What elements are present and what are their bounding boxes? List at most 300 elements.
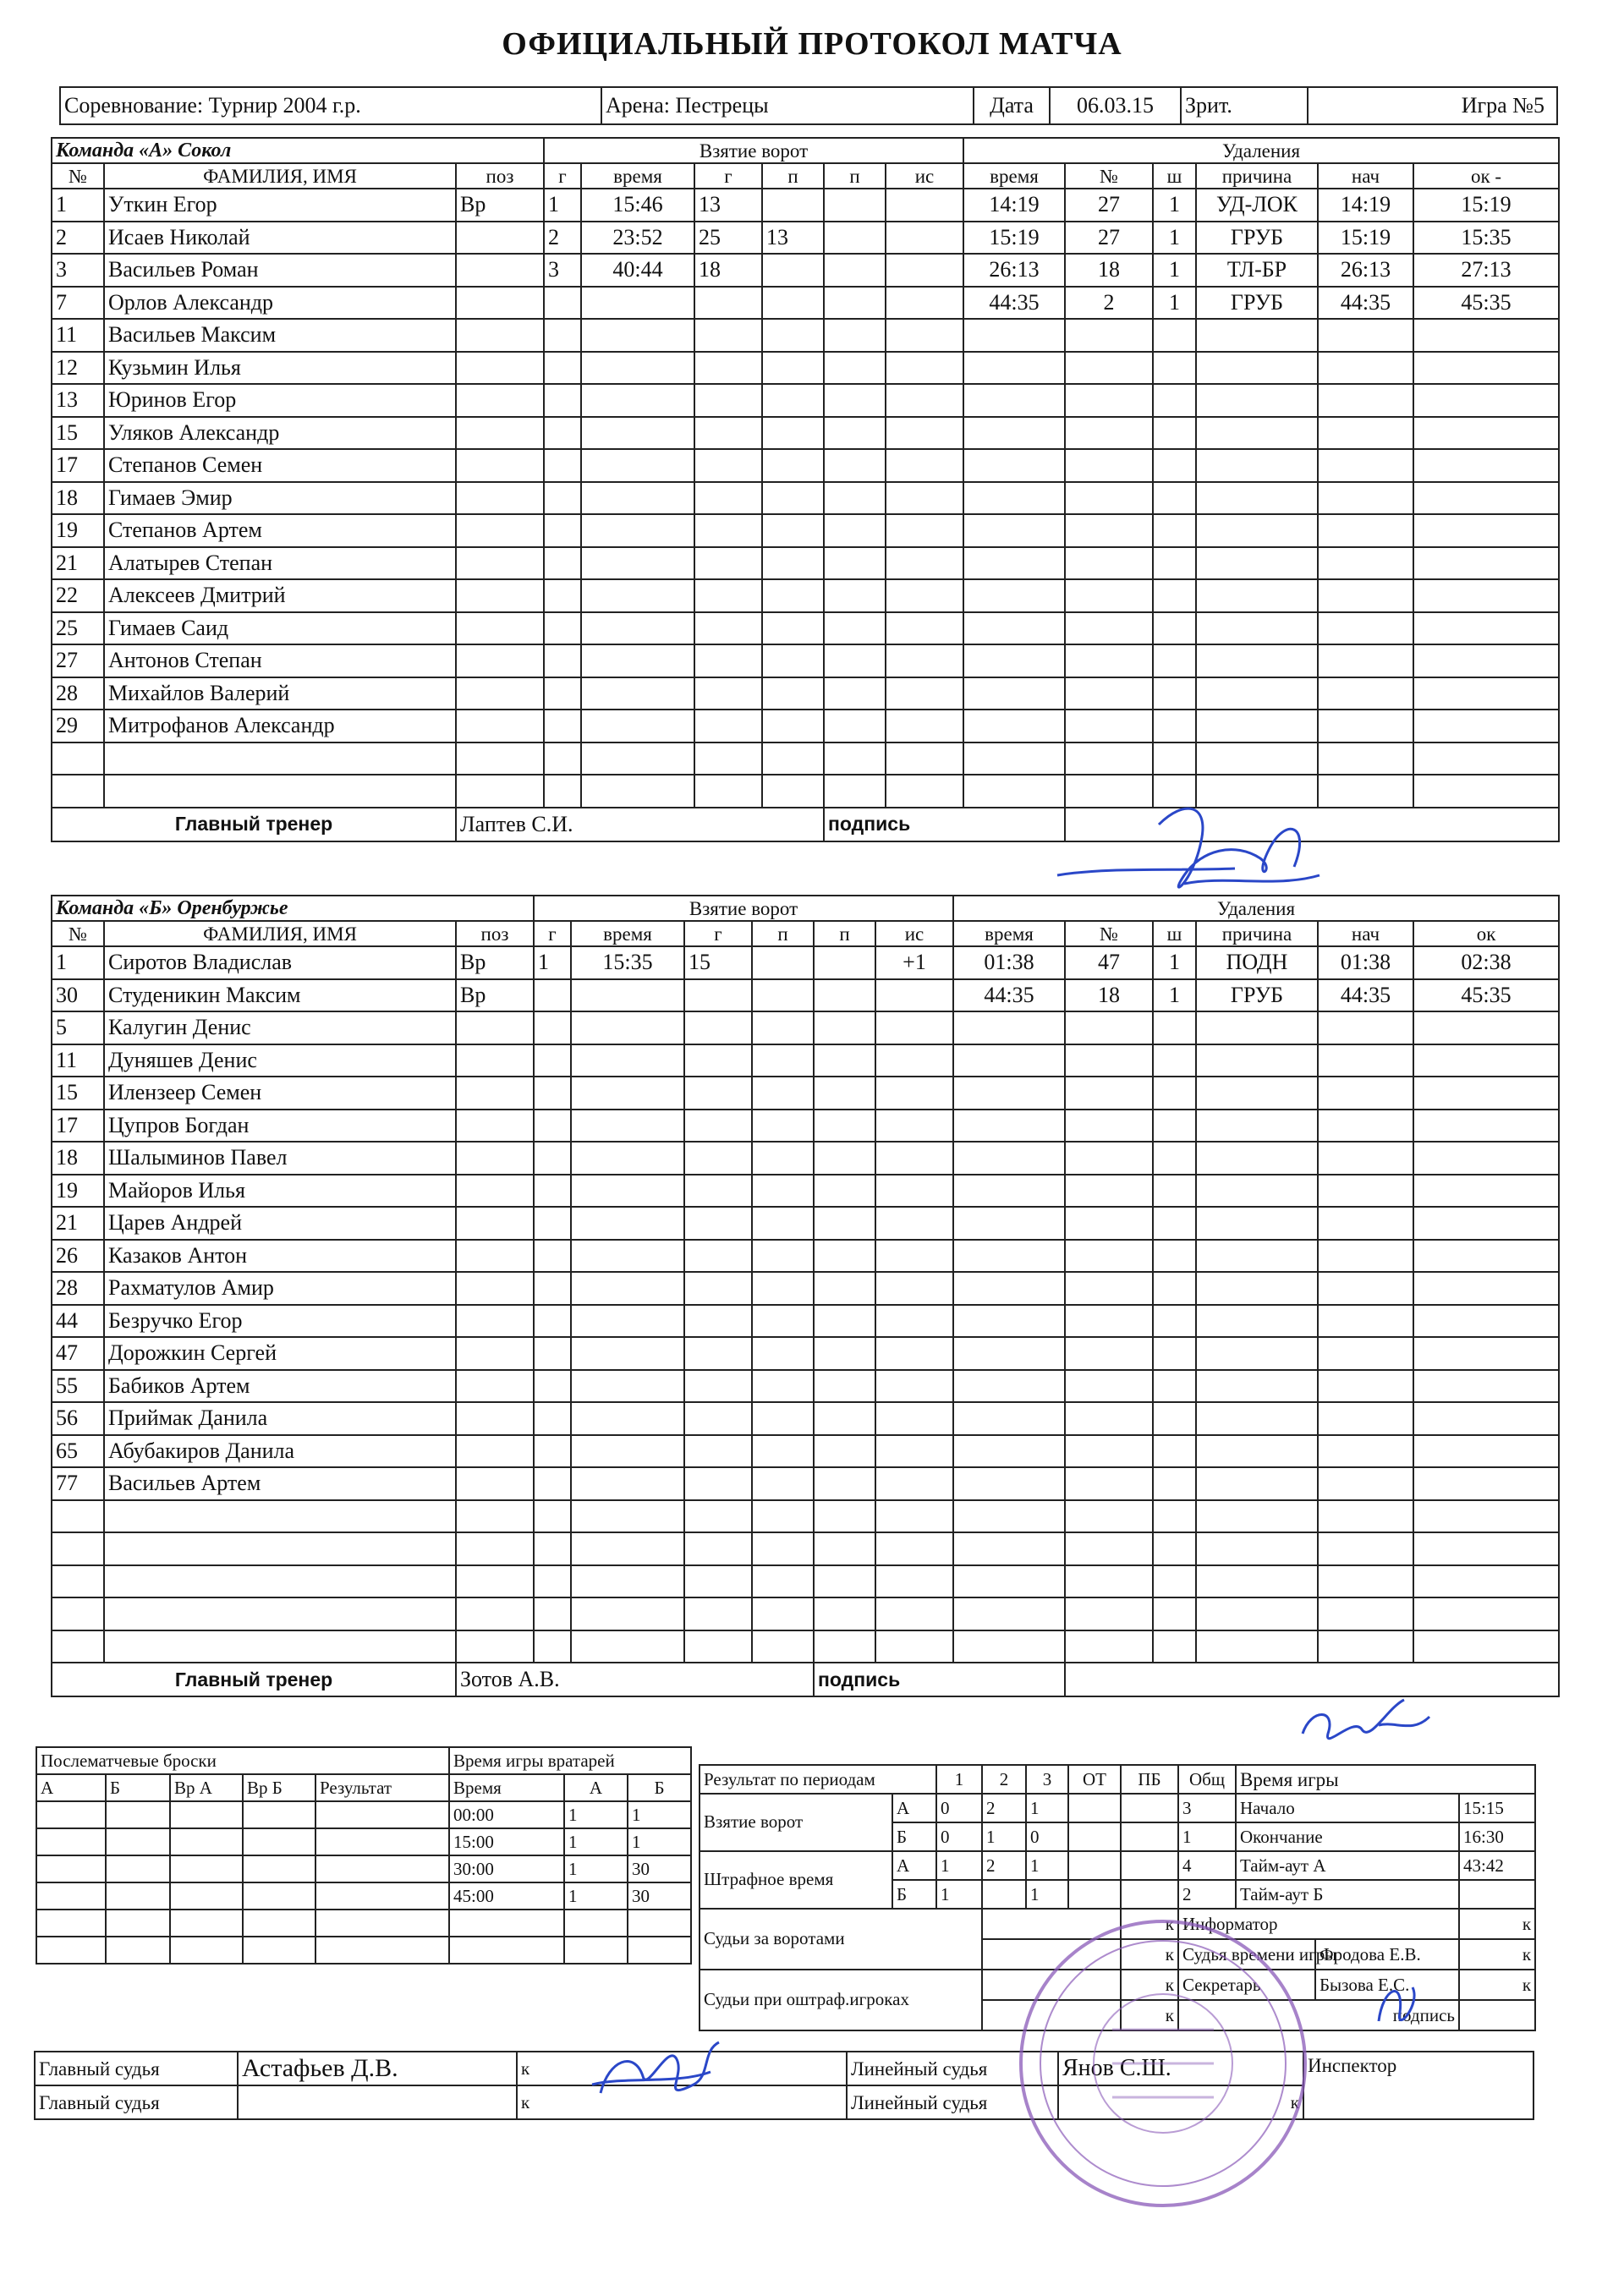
penalty-time bbox=[963, 352, 1065, 385]
player-number: 19 bbox=[52, 1175, 104, 1208]
periods-title: Результат по периодам bbox=[700, 1765, 936, 1794]
penalty-reason bbox=[1196, 644, 1318, 677]
goal-assist-1 bbox=[752, 1337, 814, 1370]
player-row bbox=[52, 946, 1559, 979]
goal-assist-2 bbox=[814, 1630, 875, 1663]
player-row bbox=[52, 1337, 1559, 1370]
penalty-minutes bbox=[1153, 514, 1196, 547]
goal-assist-1 bbox=[762, 189, 824, 222]
goalie-time-value: 15:00 bbox=[449, 1828, 564, 1855]
player-number: 21 bbox=[52, 1207, 104, 1240]
goal-scorer bbox=[694, 319, 762, 352]
penalty-end bbox=[1413, 1435, 1559, 1468]
penalty-player bbox=[1065, 579, 1153, 612]
goalie-time-value bbox=[449, 1937, 564, 1964]
player-name: Сиротов Владислав bbox=[104, 946, 456, 979]
penalty-reason bbox=[1196, 612, 1318, 645]
goal-scorer bbox=[684, 1467, 752, 1500]
goal-assist-2 bbox=[824, 222, 886, 255]
goal-scorer bbox=[684, 1110, 752, 1143]
goal-scorer bbox=[694, 417, 762, 450]
penalty-minutes: 1 bbox=[1153, 189, 1196, 222]
player-name bbox=[104, 743, 456, 775]
goal-assist-1 bbox=[752, 1207, 814, 1240]
penalty-player: 18 bbox=[1065, 254, 1153, 287]
player-name bbox=[104, 1597, 456, 1630]
period-col-1: 1 bbox=[936, 1765, 982, 1794]
player-number: 65 bbox=[52, 1435, 104, 1468]
goalie-time-table bbox=[448, 1746, 692, 1964]
goal-assist-2 bbox=[814, 1337, 875, 1370]
penalty-time bbox=[963, 319, 1065, 352]
goal-time bbox=[571, 1272, 684, 1305]
player-number bbox=[52, 1532, 104, 1565]
goals-b-total: 1 bbox=[1178, 1822, 1236, 1851]
goals-a-ot bbox=[1068, 1794, 1121, 1822]
penalty-minutes bbox=[1153, 743, 1196, 775]
goal-judge-1-k: к bbox=[1121, 1909, 1178, 1939]
pim-label: Штрафное время bbox=[700, 1851, 892, 1909]
goal-number bbox=[534, 1402, 571, 1435]
goals-a-p2: 2 bbox=[982, 1794, 1026, 1822]
player-position bbox=[456, 1337, 534, 1370]
penalty-player bbox=[1065, 612, 1153, 645]
player-position bbox=[456, 222, 544, 255]
player-number: 30 bbox=[52, 979, 104, 1012]
goal-number bbox=[534, 1337, 571, 1370]
team-b-table bbox=[51, 895, 1560, 1697]
player-position bbox=[456, 1435, 534, 1468]
penalty-time bbox=[953, 1077, 1065, 1110]
goal-situation bbox=[886, 579, 963, 612]
pim-a-p3: 1 bbox=[1026, 1851, 1068, 1880]
main-referee-name: Астафьев Д.В. bbox=[238, 2052, 517, 2085]
goal-time: 15:35 bbox=[571, 946, 684, 979]
shootout-cell bbox=[315, 1937, 449, 1964]
officials-sign-cell bbox=[1459, 2000, 1535, 2030]
goal-time bbox=[581, 449, 694, 482]
player-row bbox=[52, 1110, 1559, 1143]
period-col-ot: ОТ bbox=[1068, 1765, 1121, 1794]
player-row bbox=[52, 1175, 1559, 1208]
penalty-player bbox=[1065, 1175, 1153, 1208]
penalty-end bbox=[1413, 1565, 1559, 1598]
shootout-cell bbox=[170, 1910, 243, 1937]
player-number: 77 bbox=[52, 1467, 104, 1500]
penalty-player bbox=[1065, 1532, 1153, 1565]
goal-time: 40:44 bbox=[581, 254, 694, 287]
penalty-end bbox=[1413, 1240, 1559, 1273]
penalty-start bbox=[1318, 1175, 1413, 1208]
goal-time bbox=[581, 644, 694, 677]
player-row bbox=[52, 449, 1559, 482]
goal-number bbox=[534, 1011, 571, 1044]
goal-situation bbox=[886, 384, 963, 417]
goal-time bbox=[571, 1240, 684, 1273]
player-row bbox=[52, 1597, 1559, 1630]
line-referee-k: к bbox=[1058, 2085, 1303, 2119]
goal-scorer bbox=[684, 1630, 752, 1663]
penalty-minutes bbox=[1153, 677, 1196, 710]
penalty-end bbox=[1413, 1597, 1559, 1630]
secretary-label: Секретарь bbox=[1178, 1970, 1315, 2000]
goal-time bbox=[581, 579, 694, 612]
player-position bbox=[456, 775, 544, 808]
penalty-start bbox=[1318, 1597, 1413, 1630]
player-number: 56 bbox=[52, 1402, 104, 1435]
penalty-player bbox=[1065, 1467, 1153, 1500]
secretary-name: Бызова Е.С. bbox=[1315, 1970, 1459, 2000]
secretary-k: к bbox=[1459, 1970, 1535, 2000]
main-referee-name-2 bbox=[238, 2085, 517, 2119]
player-name: Шалыминов Павел bbox=[104, 1142, 456, 1175]
penalty-time bbox=[963, 710, 1065, 743]
player-row bbox=[52, 352, 1559, 385]
player-row bbox=[52, 1044, 1559, 1077]
player-number: 1 bbox=[52, 189, 104, 222]
period-col-so: ПБ bbox=[1121, 1765, 1178, 1794]
player-row bbox=[52, 1142, 1559, 1175]
penalty-time: 44:35 bbox=[953, 979, 1065, 1012]
player-row bbox=[52, 1532, 1559, 1565]
player-position bbox=[456, 710, 544, 743]
goal-number bbox=[534, 1175, 571, 1208]
goal-assist-2 bbox=[824, 579, 886, 612]
penalty-reason bbox=[1196, 1272, 1318, 1305]
main-referee-k-1: к bbox=[517, 2052, 847, 2085]
start-label: Начало bbox=[1236, 1794, 1459, 1822]
penalty-player bbox=[1065, 319, 1153, 352]
period-col-total: Общ bbox=[1178, 1765, 1236, 1794]
penalty-minutes bbox=[1153, 1305, 1196, 1338]
shootout-cell bbox=[36, 1801, 106, 1828]
player-position bbox=[456, 514, 544, 547]
penalty-reason: ПОДН bbox=[1196, 946, 1318, 979]
penalty-reason bbox=[1196, 1467, 1318, 1500]
penalty-time: 01:38 bbox=[953, 946, 1065, 979]
penalty-start bbox=[1318, 1435, 1413, 1468]
goal-assist-2 bbox=[824, 482, 886, 515]
player-name: Казаков Антон bbox=[104, 1240, 456, 1273]
player-name: Исаев Николай bbox=[104, 222, 456, 255]
player-position bbox=[456, 384, 544, 417]
player-name: Алексеев Дмитрий bbox=[104, 579, 456, 612]
shootout-cell bbox=[36, 1910, 106, 1937]
shootout-col-gk-a: Вр А bbox=[170, 1774, 243, 1801]
penalty-reason bbox=[1196, 1110, 1318, 1143]
goal-scorer bbox=[684, 1175, 752, 1208]
shootout-cell bbox=[36, 1828, 106, 1855]
goal-judge-2-k: к bbox=[1121, 1939, 1178, 1970]
goal-situation bbox=[875, 1597, 953, 1630]
penalty-start bbox=[1318, 352, 1413, 385]
penalty-minutes: 1 bbox=[1153, 287, 1196, 320]
penalty-player bbox=[1065, 352, 1153, 385]
pim-row-b-label: Б bbox=[892, 1880, 936, 1909]
official-stamp bbox=[1002, 1903, 1324, 2224]
player-name: Рахматулов Амир bbox=[104, 1272, 456, 1305]
player-row bbox=[52, 677, 1559, 710]
shootout-col-a: А bbox=[36, 1774, 106, 1801]
goal-time bbox=[571, 1207, 684, 1240]
player-row bbox=[52, 1370, 1559, 1403]
shootout-row bbox=[36, 1910, 449, 1937]
goalie-time-value: 30:00 bbox=[449, 1855, 564, 1882]
shootout-cell bbox=[243, 1910, 315, 1937]
player-number: 47 bbox=[52, 1337, 104, 1370]
penalty-time bbox=[953, 1565, 1065, 1598]
player-position bbox=[456, 287, 544, 320]
penalty-start: 44:35 bbox=[1318, 979, 1413, 1012]
goal-situation bbox=[875, 1142, 953, 1175]
goal-scorer bbox=[684, 1370, 752, 1403]
penalty-time bbox=[963, 612, 1065, 645]
goal-assist-1 bbox=[752, 1435, 814, 1468]
player-number: 19 bbox=[52, 514, 104, 547]
player-position bbox=[456, 579, 544, 612]
col-pen-time: время bbox=[953, 921, 1065, 946]
goal-situation bbox=[875, 1272, 953, 1305]
penalty-minutes bbox=[1153, 1207, 1196, 1240]
goal-time bbox=[581, 677, 694, 710]
penalty-time: 14:19 bbox=[963, 189, 1065, 222]
player-number: 29 bbox=[52, 710, 104, 743]
player-name: Студеникин Максим bbox=[104, 979, 456, 1012]
goal-situation bbox=[875, 1305, 953, 1338]
penalty-player bbox=[1065, 1565, 1153, 1598]
penalty-reason: УД-ЛОК bbox=[1196, 189, 1318, 222]
penalty-reason bbox=[1196, 579, 1318, 612]
penalty-time bbox=[963, 644, 1065, 677]
shootout-cell bbox=[243, 1801, 315, 1828]
goal-assist-2 bbox=[824, 287, 886, 320]
goal-scorer bbox=[694, 287, 762, 320]
shootout-cell bbox=[243, 1937, 315, 1964]
goal-assist-2 bbox=[814, 1435, 875, 1468]
shootout-cell bbox=[315, 1801, 449, 1828]
penalty-player bbox=[1065, 1337, 1153, 1370]
player-row bbox=[52, 254, 1559, 287]
player-position bbox=[456, 1207, 534, 1240]
team-b-penalties-title: Удаления bbox=[953, 896, 1559, 921]
penalty-end: 15:35 bbox=[1413, 222, 1559, 255]
period-col-2: 2 bbox=[982, 1765, 1026, 1794]
penalty-end bbox=[1413, 482, 1559, 515]
player-row bbox=[52, 417, 1559, 450]
penalty-time: 44:35 bbox=[963, 287, 1065, 320]
penalty-start bbox=[1318, 1370, 1413, 1403]
player-row bbox=[52, 384, 1559, 417]
col-num: № bbox=[52, 163, 104, 189]
penalty-reason bbox=[1196, 1044, 1318, 1077]
col-pen-sh: ш bbox=[1153, 921, 1196, 946]
team-b-coach: Зотов А.В. bbox=[456, 1663, 814, 1696]
col-g2: г bbox=[694, 163, 762, 189]
penalty-reason bbox=[1196, 743, 1318, 775]
penalty-time bbox=[953, 1500, 1065, 1533]
player-number: 17 bbox=[52, 449, 104, 482]
penalty-time bbox=[953, 1370, 1065, 1403]
goal-number bbox=[534, 1370, 571, 1403]
penalty-minutes bbox=[1153, 1044, 1196, 1077]
game-number: Игра №5 bbox=[1308, 87, 1557, 124]
goal-time bbox=[571, 1402, 684, 1435]
player-position bbox=[456, 1044, 534, 1077]
player-name: Майоров Илья bbox=[104, 1175, 456, 1208]
penalty-minutes bbox=[1153, 1175, 1196, 1208]
penalty-time bbox=[963, 743, 1065, 775]
goal-situation bbox=[875, 1370, 953, 1403]
player-name: Орлов Александр bbox=[104, 287, 456, 320]
goal-assist-1 bbox=[762, 319, 824, 352]
goal-situation bbox=[886, 775, 963, 808]
player-row bbox=[52, 1500, 1559, 1533]
player-position bbox=[456, 743, 544, 775]
goal-situation bbox=[886, 677, 963, 710]
goal-time bbox=[571, 1370, 684, 1403]
goal-number: 1 bbox=[544, 189, 581, 222]
goal-situation bbox=[886, 287, 963, 320]
player-row bbox=[52, 1435, 1559, 1468]
penalty-reason bbox=[1196, 352, 1318, 385]
game-time-title: Время игры bbox=[1236, 1765, 1535, 1794]
player-position bbox=[456, 1305, 534, 1338]
penalty-minutes bbox=[1153, 1337, 1196, 1370]
penalty-start bbox=[1318, 1402, 1413, 1435]
penalty-reason bbox=[1196, 1370, 1318, 1403]
penalty-minutes bbox=[1153, 612, 1196, 645]
penalty-time bbox=[953, 1305, 1065, 1338]
goal-number bbox=[544, 644, 581, 677]
team-a-goals-title: Взятие ворот bbox=[544, 138, 963, 163]
player-row bbox=[52, 1207, 1559, 1240]
penalty-time bbox=[953, 1272, 1065, 1305]
penalty-reason bbox=[1196, 514, 1318, 547]
penalty-player bbox=[1065, 384, 1153, 417]
player-position bbox=[456, 1467, 534, 1500]
player-row bbox=[52, 1565, 1559, 1598]
penalty-reason bbox=[1196, 677, 1318, 710]
pim-a-ot bbox=[1068, 1851, 1121, 1880]
penalty-time bbox=[953, 1175, 1065, 1208]
penalty-reason bbox=[1196, 1597, 1318, 1630]
goal-judges-label: Судьи за воротами bbox=[700, 1909, 982, 1970]
goal-number bbox=[534, 1630, 571, 1663]
col-is: ис bbox=[886, 163, 963, 189]
penalty-minutes bbox=[1153, 579, 1196, 612]
penalty-minutes bbox=[1153, 1110, 1196, 1143]
penalty-end bbox=[1413, 1467, 1559, 1500]
goal-assist-2 bbox=[814, 1011, 875, 1044]
goal-time bbox=[571, 1597, 684, 1630]
goalie-b-value: 30 bbox=[628, 1855, 691, 1882]
goal-assist-2 bbox=[814, 1272, 875, 1305]
goal-scorer bbox=[684, 1402, 752, 1435]
player-name: Дорожкин Сергей bbox=[104, 1337, 456, 1370]
penalty-end bbox=[1413, 352, 1559, 385]
penalty-minutes bbox=[1153, 1565, 1196, 1598]
penalty-reason bbox=[1196, 482, 1318, 515]
player-row bbox=[52, 189, 1559, 222]
period-col-3: 3 bbox=[1026, 1765, 1068, 1794]
goalie-b-value: 1 bbox=[628, 1828, 691, 1855]
goalie-time-row bbox=[449, 1882, 691, 1910]
informator-k: к bbox=[1459, 1909, 1535, 1939]
col-pen-time: время bbox=[963, 163, 1065, 189]
goal-situation bbox=[875, 1565, 953, 1598]
penalty-judge-1-k: к bbox=[1121, 1970, 1178, 2000]
player-name bbox=[104, 1500, 456, 1533]
goal-situation bbox=[875, 1077, 953, 1110]
col-p2: п bbox=[824, 163, 886, 189]
coach-a-signature bbox=[1040, 791, 1362, 909]
penalty-time bbox=[963, 449, 1065, 482]
player-name: Юринов Егор bbox=[104, 384, 456, 417]
penalty-reason bbox=[1196, 1142, 1318, 1175]
goal-time bbox=[571, 1044, 684, 1077]
penalty-start bbox=[1318, 579, 1413, 612]
player-row bbox=[52, 1630, 1559, 1663]
goal-scorer bbox=[684, 1207, 752, 1240]
goalie-b-value bbox=[628, 1937, 691, 1964]
penalty-end bbox=[1413, 644, 1559, 677]
player-number: 27 bbox=[52, 644, 104, 677]
penalty-start bbox=[1318, 1142, 1413, 1175]
penalty-player bbox=[1065, 1305, 1153, 1338]
goal-assist-2 bbox=[814, 1110, 875, 1143]
penalty-start bbox=[1318, 1305, 1413, 1338]
goalie-b-value: 30 bbox=[628, 1882, 691, 1910]
player-name: Михайлов Валерий bbox=[104, 677, 456, 710]
penalty-time bbox=[953, 1142, 1065, 1175]
timeout-a-label: Тайм-аут А bbox=[1236, 1851, 1459, 1880]
goal-number bbox=[534, 1305, 571, 1338]
goal-situation bbox=[875, 979, 953, 1012]
goal-number bbox=[544, 677, 581, 710]
goal-number bbox=[544, 579, 581, 612]
penalty-start bbox=[1318, 743, 1413, 775]
player-row bbox=[52, 287, 1559, 320]
main-referee-k-2: к bbox=[517, 2085, 847, 2119]
goal-assist-2 bbox=[824, 319, 886, 352]
goals-row-b-label: Б bbox=[892, 1822, 936, 1851]
goal-situation bbox=[875, 1011, 953, 1044]
goal-scorer bbox=[684, 1597, 752, 1630]
goals-a-so bbox=[1121, 1794, 1178, 1822]
penalty-minutes: 1 bbox=[1153, 222, 1196, 255]
player-row bbox=[52, 514, 1559, 547]
goal-time bbox=[571, 1500, 684, 1533]
col-num: № bbox=[52, 921, 104, 946]
player-position: Вр bbox=[456, 979, 534, 1012]
col-g: г bbox=[534, 921, 571, 946]
penalty-player: 2 bbox=[1065, 287, 1153, 320]
player-number: 11 bbox=[52, 319, 104, 352]
penalty-start bbox=[1318, 449, 1413, 482]
penalty-minutes bbox=[1153, 1272, 1196, 1305]
penalty-end bbox=[1413, 1370, 1559, 1403]
player-number: 11 bbox=[52, 1044, 104, 1077]
goal-scorer bbox=[694, 579, 762, 612]
penalty-time bbox=[963, 547, 1065, 580]
goal-situation bbox=[886, 547, 963, 580]
goal-assist-2 bbox=[824, 384, 886, 417]
penalty-player: 47 bbox=[1065, 946, 1153, 979]
penalty-player bbox=[1065, 1272, 1153, 1305]
player-name: Дуняшев Денис bbox=[104, 1044, 456, 1077]
goal-situation bbox=[886, 417, 963, 450]
goal-number bbox=[534, 1142, 571, 1175]
